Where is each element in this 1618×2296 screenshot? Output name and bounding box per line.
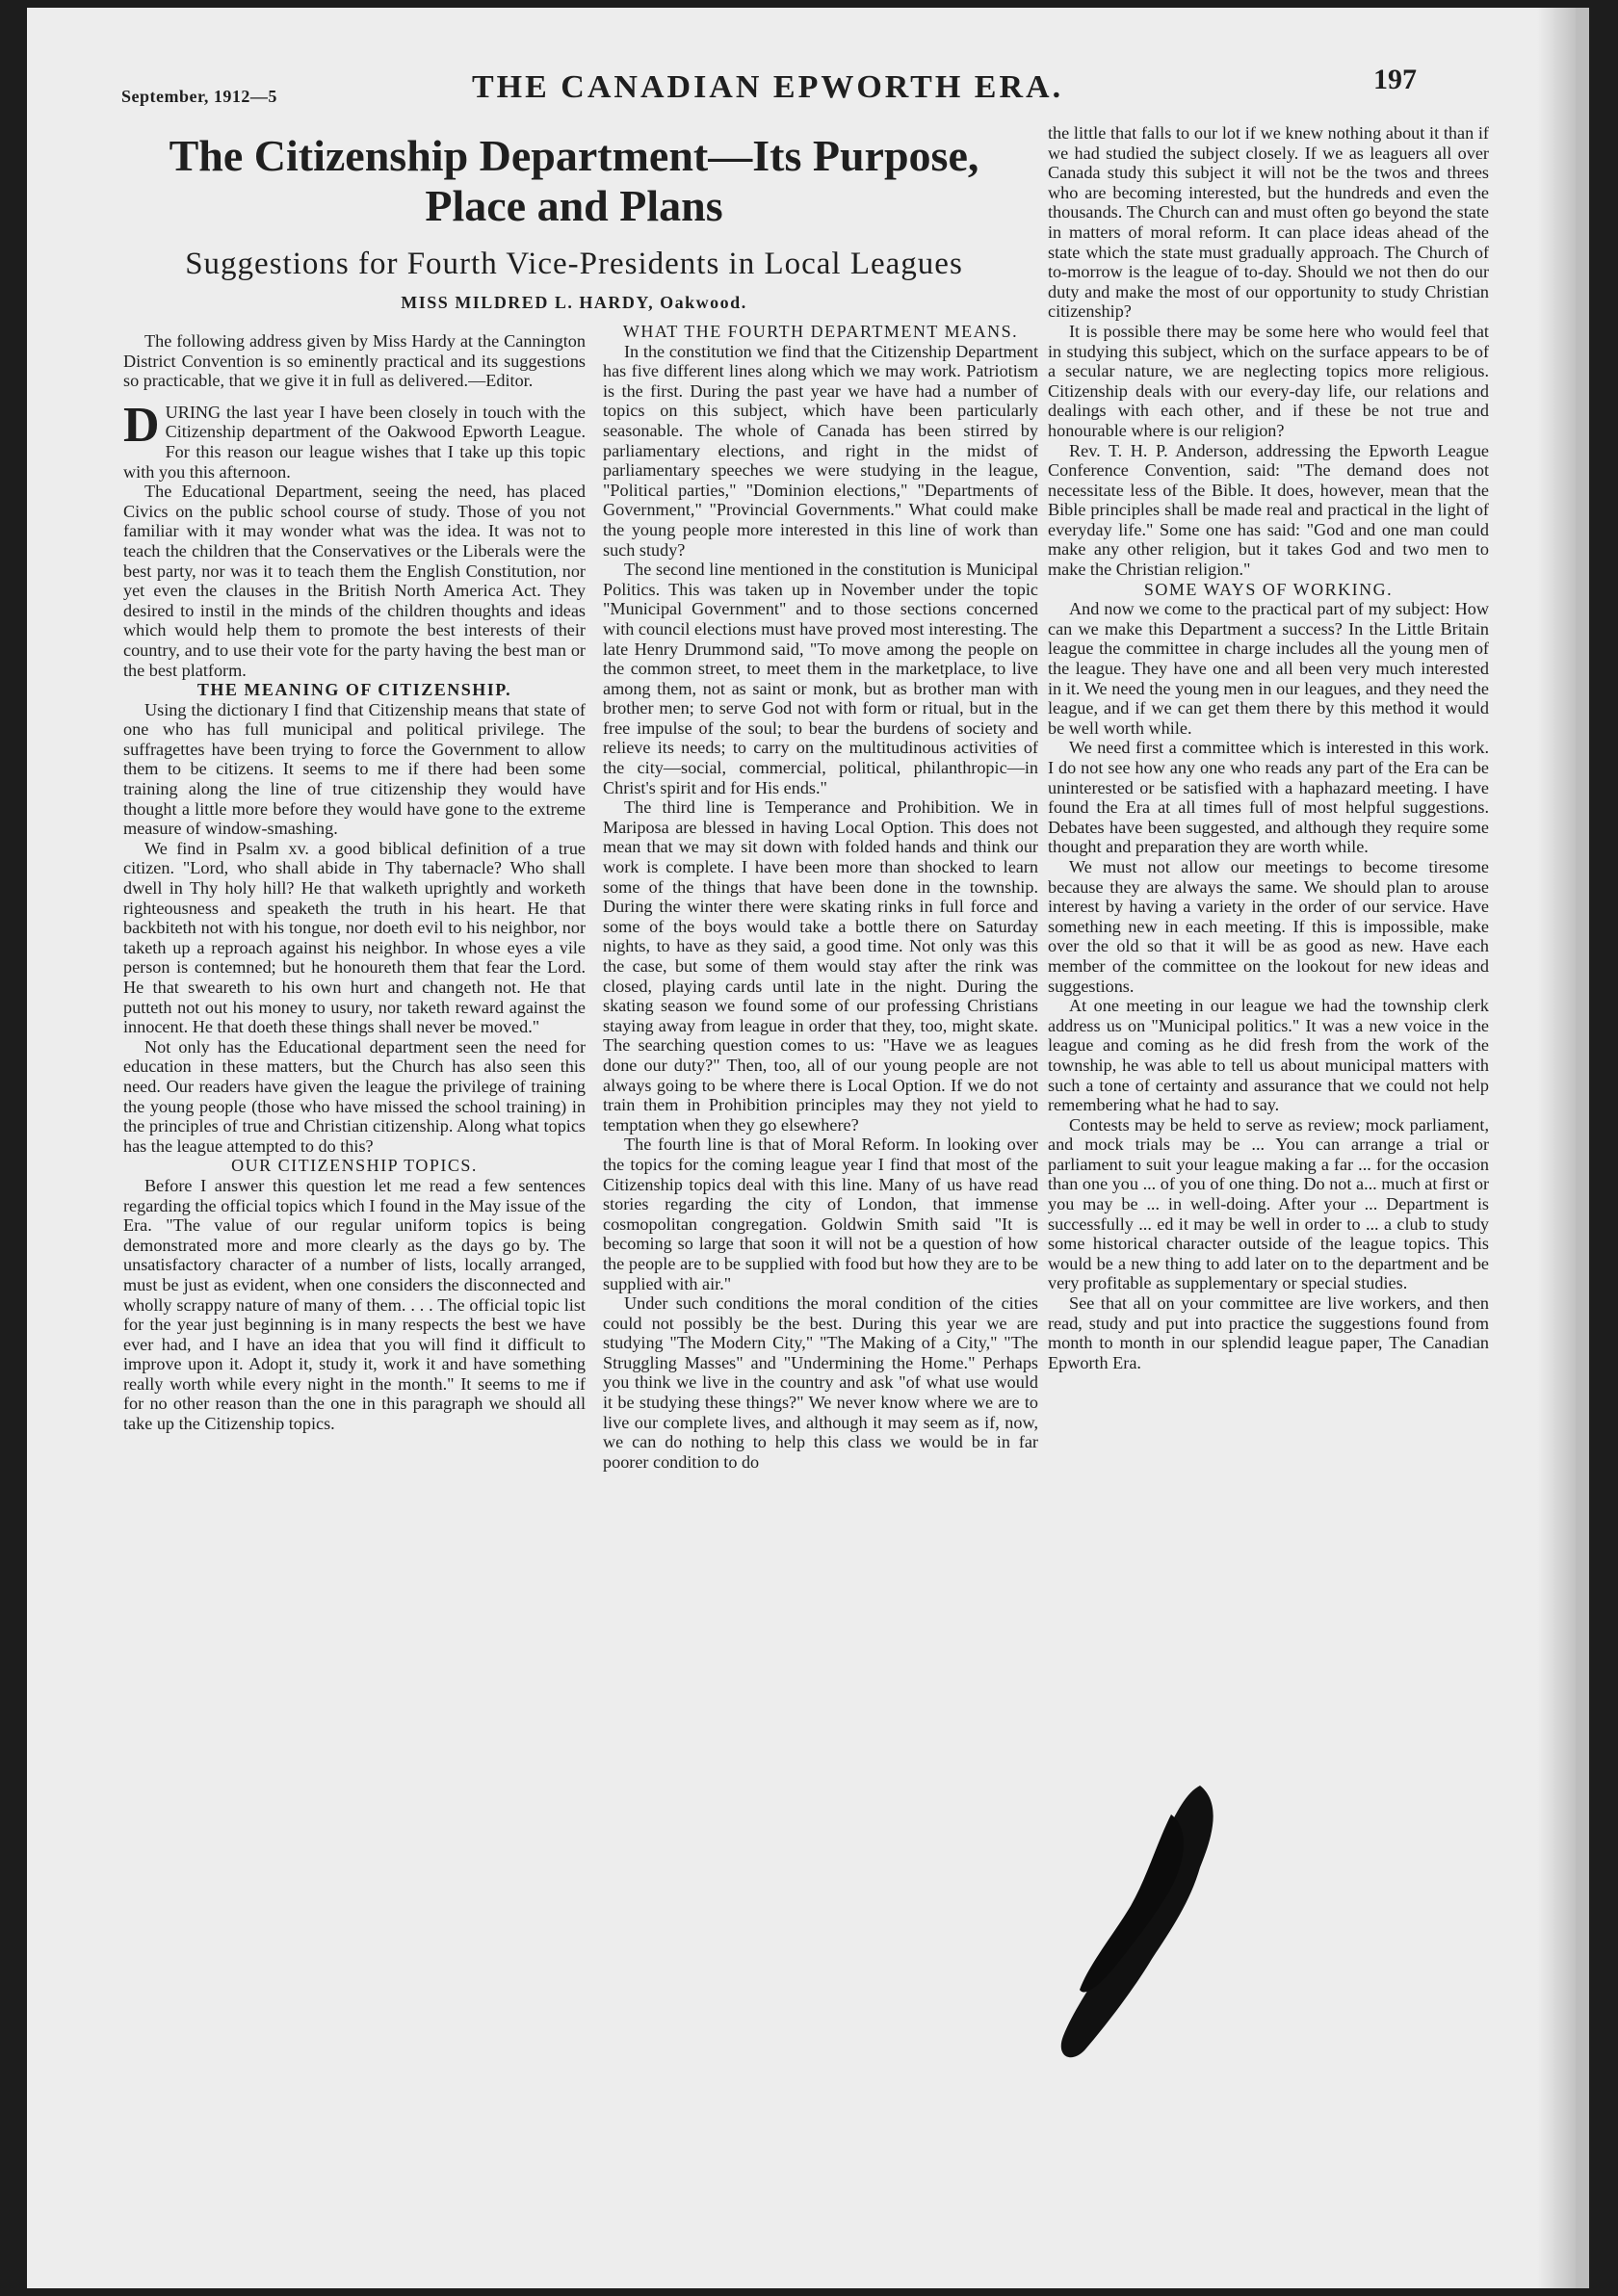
column-2 (603, 322, 1038, 1472)
column-1 (123, 331, 586, 1434)
paragraph: Using the dictionary I find that Citizenship means that state of one who has full municipal and political privilege. The suffragettes have been trying to force the Government to allow them to be citizens. It seems to me if there had been some training along the line of true citizenship they would have thought a little more before they would have gone to the extreme measure of window-smashing. (123, 699, 586, 839)
paragraph-text: URING the last year I have been closely in touch with the Citizenship department of the Oakwood Epworth League. For this reason our league wishes that I take up this topic with you this afternoon. (123, 402, 586, 482)
paragraph: We find in Psalm xv. a good biblical definition of a true citizen. "Lord, who shall abide in Thy tabernacle? Who shall dwell in Thy holy hill? He that walketh uprightly and worketh righteousness and speaketh the truth in his heart. He that backbiteth not with his tongue, nor doeth evil to his neighbor, nor taketh up a reproach against his neighbor. In whose eyes a vile person is contemned; but he honoureth them that fear the Lord. He that sweareth to his own hurt and changeth not. He that putteth not out his money to usury, nor taketh reward against the innocent. He that doeth these things shall never be moved." (123, 838, 586, 1037)
paragraph (123, 397, 586, 482)
paragraph: At one meeting in our league we had the township clerk address us on "Municipal politics." It was a new voice in the league and coming as he did fresh from the work of the township, he was able to tell us about municipal matters with such a tone of certainty and assurance that we could not help remembering what he had to say. (1048, 996, 1489, 1115)
section-heading: SOME WAYS OF WORKING. (1143, 579, 1394, 599)
section-heading: THE MEANING OF CITIZENSHIP. (196, 680, 512, 700)
paragraph: It is possible there may be some here who would feel that in studying this subject, which on the surface appears to be of a secular nature, we are neglecting topics more religious. Citizenship deals with our every-day life, our relations and dealings with each other, and if these be not true and honourable where is our religion? (1048, 321, 1489, 440)
magazine-title: THE CANADIAN EPWORTH ERA. (472, 69, 1064, 105)
article-title-line-1: The Citizenship Department—Its Purpose, (169, 131, 979, 180)
column-3 (1048, 123, 1489, 1372)
editor-note: The following address given by Miss Hardy at the Cannington District Convention is so eminently practical and its suggestions so practicable, that we give it in full as delivered.—Editor. (123, 331, 586, 391)
paragraph: The third line is Temperance and Prohibition. We in Mariposa are blessed in having Local Option. This does not mean that we may sit down with folded hands and think our work is complete. I have been more than shocked to learn some of the things that have been done in the township. During the winter there were skating rinks in full force and some of the boys would take a bottle there on Saturday nights, to have as they said, a good time. Not only was this the case, but some of them would stay after the rink was closed, playing cards until late in the night. During the skating season we found some of our professing Christians staying away from league in order that they, too, might skate. The searching question comes to us: "Have we as leagues done our duty?" Then, too, all of our young people are not always going to be where there is Local Option. If we do not train them in Prohibition principles may they not yield to temptation when they go elsewhere? (603, 797, 1038, 1135)
paragraph: Rev. T. H. P. Anderson, addressing the Epworth League Conference Convention, said: "The demand does not necessitate less of the Bible. It does, however, mean that the Bible principles shall be made real and practical in the light of everyday life." Some one has said: "God and one man could make any other religion, but it takes God and two men to make the Christian religion." (1048, 440, 1489, 580)
paragraph: See that all on your committee are live workers, and then read, study and put into practice the suggestions found from month to month in our splendid league paper, The Canadian Epworth Era. (1048, 1293, 1489, 1372)
paragraph: Contests may be held to serve as review; mock parliament, and mock trials may be ... You can arrange a trial or parliament to suit your league making a far ... for the occasion than one you ... of you of one thing. Do not a... much at first or you may be ... in well-doing. After your ... Department is successfully ... ed it may be well in order to ... a club to study some historical character outside of the league topics. This would be a new thing to add later on to the department and be very profitable as supplementary or special studies. (1048, 1114, 1489, 1293)
issue-date: September, 1912—5 (121, 87, 277, 106)
article-subtitle: Suggestions for Fourth Vice-Presidents in Local Leagues (185, 247, 963, 281)
section-heading: WHAT THE FOURTH DEPARTMENT MEANS. (622, 322, 1019, 341)
ink-blot-mark (1056, 1776, 1239, 2065)
article-byline: MISS MILDRED L. HARDY, Oakwood. (401, 293, 747, 312)
paragraph: Before I answer this question let me read a few sentences regarding the official topics which I found in the May issue of the Era. "The value of our regular uniform topics is being demonstrated more and more clearly as the days go by. The unsatisfactory character of a number of lists, locally arranged, must be just as evident, when one considers the disconnected and wholly scrappy nature of many of them. . . . The official topic list for the year just beginning is in many respects the best we have ever had, and I have an idea that you will find it difficult to improve upon it. Adopt it, study it, work it and have something really worth while every night in the month." It seems to me if for no other reason than the one in this paragraph we should all take up the Citizenship topics. (123, 1175, 586, 1434)
article-title (119, 131, 1029, 231)
paragraph: Under such conditions the moral condition of the cities could not possibly be the best. During this year we are studying "The Modern City," "The Making of a City," "The Struggling Masses" and "Undermining the Home." Perhaps you think we live in the country and ask "of what use would it be studying these things?" We never know where we are to live our complete lives, and although it may seem as if, now, we can do nothing to help this class we would be in far poorer condition to do (603, 1293, 1038, 1472)
paragraph: the little that falls to our lot if we knew nothing about it than if we had studied the subject closely. If we as leaguers all over Canada study this subject it will not be the twos and threes who are becoming interested, but the hundreds and even the thousands. The Church can and must often go beyond the state in matters of moral reform. It can place ideas ahead of the state which the state must gradually approach. The Church of to-morrow is the league of to-day. Should we not then do our duty and make the most of our opportunity to study Christian citizenship? (1048, 123, 1489, 322)
paragraph: Not only has the Educational department seen the need for education in these matters, but the Church has also seen this need. Our readers have given the league the privilege of training the young people (those who have missed the school training) in the principles of true and Christian citizenship. Along what topics has the league attempted to do this? (123, 1036, 586, 1156)
article-title-line-2: Place and Plans (425, 181, 723, 230)
paragraph: We must not allow our meetings to become tiresome because they are always the same. We should plan to arouse interest by having a variety in the order of our service. Have something new in each meeting. If this is impossible, make over the old so that it will be as good as new. Have each member of the committee on the lookout for new ideas and suggestions. (1048, 856, 1489, 996)
paragraph: We need first a committee which is interested in this work. I do not see how any one who reads any part of the Era can be uninterested or be satisfied with a haphazard meeting. I have found the Era at all times full of most helpful suggestions. Debates have been suggested, and although they require some thought and preparation they are worth while. (1048, 738, 1489, 857)
paragraph: The Educational Department, seeing the need, has placed Civics on the public school course of study. Those of you not familiar with it may wonder what was the idea. It was not to teach the children that the Conservatives or the Liberals were the best party, nor was it to teach them the English Constitution, nor yet even the clauses in the British North America Act. They desired to instil in the minds of the children thoughts and ideas which would help them to promote the best interests of their country, and to use their vote for the party having the best man or the best platform. (123, 482, 586, 680)
section-heading: OUR CITIZENSHIP TOPICS. (231, 1156, 478, 1176)
paragraph: And now we come to the practical part of my subject: How can we make this Department a success? In the Little Britain league the committee in charge includes all the young men of the league. They have one and all been very much interested in it. We need the young men in our leagues, and they need the league, and if we can get them there by this method it would be well worth while. (1048, 599, 1489, 738)
magazine-page (27, 8, 1589, 2288)
page-number: 197 (1373, 64, 1417, 95)
drop-cap: D (123, 397, 160, 453)
paragraph: The second line mentioned in the constitution is Municipal Politics. This was taken up in November under the topic "Municipal Government" and to those sections concerned with council elections must have proved most interesting. The late Henry Drummond said, "To move among the people on the common street, to meet them in the marketplace, to live among them, not as saint or monk, but as brother man with brother men; to serve God not with form or ritual, but in the free impulse of the soul; to bear the burdens of society and relieve its needs; to carry on the multitudinous activities of the city—social, commercial, political, philanthropic—in Christ's spirit and for His ends." (603, 560, 1038, 797)
paragraph: In the constitution we find that the Citizenship Department has five different lines along which we may work. Patriotism is the first. During the past year we have had a number of topics on this subject, which have been particularly seasonable. The whole of Canada has been stirred by parliamentary elections, and right in the midst of parliamentary speeches we were studying in the league, "Political parties," "Dominion elections," "Departments of Government," "Provincial Governments." What could make the young people more interested in this line of work than such study? (603, 341, 1038, 560)
paragraph: The fourth line is that of Moral Reform. In looking over the topics for the coming league year I find that most of the Citizenship topics deal with this line. Many of us have read stories regarding the city of London, that immense cosmopolitan congregation. Goldwin Smith said "It is becoming so large that soon it will not be a question of how the people are to be supplied with food but how they are to be supplied with air." (603, 1135, 1038, 1293)
